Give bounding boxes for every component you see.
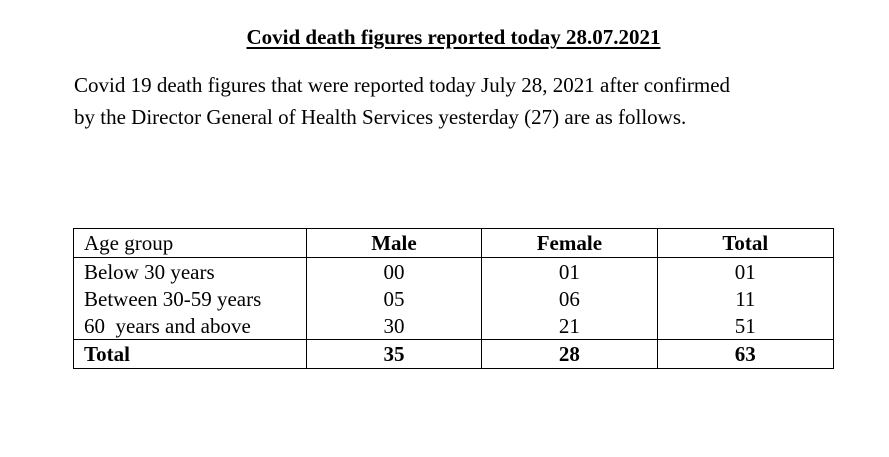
row-total-value: 51 [657, 312, 833, 340]
table-row [74, 312, 834, 340]
row-male-value: 30 [306, 312, 481, 340]
row-age-group: 60 years and above [74, 312, 307, 340]
total-female-value: 28 [482, 340, 657, 369]
death-figures-table [73, 228, 834, 369]
row-age-group: Below 30 years [74, 258, 307, 286]
table-row [74, 258, 834, 286]
intro-line-1: Covid 19 death figures that were reported today July 28, 2021 after confirmed [74, 73, 731, 97]
total-label: Total [74, 340, 307, 369]
row-total-value: 11 [657, 285, 833, 312]
row-total-value: 01 [657, 258, 833, 286]
header-total: Total [657, 229, 833, 258]
row-female-value: 06 [482, 285, 657, 312]
header-age-group: Age group [74, 229, 307, 258]
total-total-value: 63 [657, 340, 833, 369]
row-age-group: Between 30-59 years [74, 285, 307, 312]
table-header-row [74, 229, 834, 258]
row-female-value: 21 [482, 312, 657, 340]
header-male: Male [306, 229, 481, 258]
intro-line-2: by the Director General of Health Services yesterday (27) are as follows. [74, 105, 687, 129]
table-row [74, 285, 834, 312]
document-title: Covid death figures reported today 28.07.2021 [246, 25, 661, 49]
intro-paragraph [74, 69, 874, 133]
table-total-row [74, 340, 834, 369]
row-female-value: 01 [482, 258, 657, 286]
header-female: Female [482, 229, 657, 258]
death-figures-table-container [73, 228, 834, 369]
row-male-value: 00 [306, 258, 481, 286]
row-male-value: 05 [306, 285, 481, 312]
total-male-value: 35 [306, 340, 481, 369]
